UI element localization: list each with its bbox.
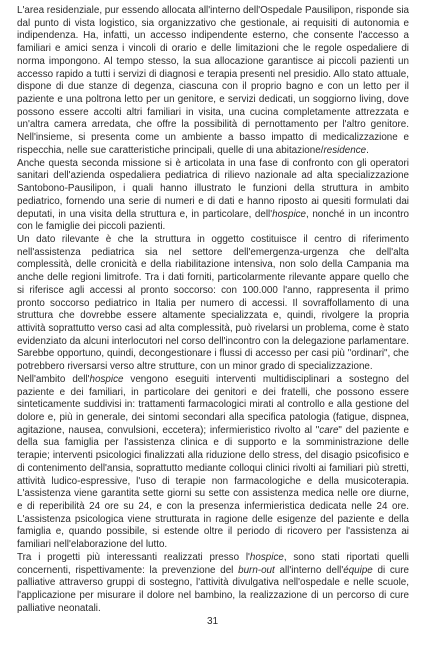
italic-term: burn-out [238,564,275,576]
italic-term: hospice [249,551,284,563]
italic-term: hospice [89,373,124,385]
paragraph-key-data: Un dato rilevante è che la struttura in oggetto costituisce il centro di riferimento nell'assistenza pediatrica sia nel settore dell'emergenza-urgenza che dell'alta complessità, delle cronicità e della riabilitazione intensiva, non solo della Campania ma anche delle regioni limitrofe. Tra i dati forniti, particolarmente rilevante appare quello che si riferisce agli accessi al pronto soccorso: con 100.000 l'anno, rappresenta il primo pronto soccorso pediatrico in Italia per numero di accessi. Il sovraffollamento di una struttura che dovrebbe essere altamente specializzata e, quindi, rivolgere la propria attività soprattutto verso casi ad alta complessità, può rivelarsi un problema, come è stato evidenziato da alcuni interlocutori nel corso dell'incontro con la delegazione parlamentare. Sarebbe opportuno, quindi, decongestionare i flussi di accesso per casi più "ordinari", che potrebbero riversarsi verso altre strutture, con un minor grado di specializzazione. [17,233,409,373]
document-body [17,5,409,616]
paragraph-hospice-projects: Tra i progetti più interessanti realizzati presso l'hospice, sono stati riportati quelli concernenti, rispettivamente: la prevenzione del burn-out all'interno dell'équipe di cure palliative attraverso gruppi di sostegno, l'attività divulgativa nell'ospedale e nelle scuole, l'applicazione per misurare il dolore nel bambino, la realizzazione di un percorso di cure palliative neonatali. [17,551,410,614]
paragraph-hospice-interventions: Nell'ambito dell'hospice vengono eseguiti interventi multidisciplinari a sostegno del paziente e dei familiari, in particolare dei genitori e dei fratelli, che possono essere sinteticamente suddivisi in: trattamenti farmacologici mirati al controllo e alla gestione del dolore e, più in generale, dei sintomi secondari alla specifica patologia (fatigue, dispnea, agitazione, nausea, convulsioni, eccetera); infermieristico rivolto al "care" del paziente e della sua famiglia per l'assistenza clinica e di supporto e la somministrazione delle terapie; interventi psicologici finalizzati alla riduzione dello stress, del disagio psicofisico e di contenimento dell'ansia, soprattutto mediante colloqui clinici rivolti ai familiari più stretti, attività ludico-espressive, l'uso di terapie non farmacologiche e della musicoterapia. L'assistenza viene garantita sette giorni su sette con assistenza medica nelle ore diurne, e di reperibilità 24 ore su 24, e con la presenza infermieristica dedicata nelle 24 ore. L'assistenza psicologica viene strutturata in ragione delle esigenze del paziente e della famiglia e, quando possibile, si estende oltre il periodo di ricovero per l'assistenza ai familiari nell'elaborazione del lutto. [17,373,410,551]
paragraph-residential-area: L'area residenziale, pur essendo allocata all'interno dell'Ospedale Pausilipon, risponde sia dal punto di vista logistico, sia organizzativo che gestionale, ai requisiti di autonomia e indipendenza. Ha, infatti, un accesso indipendente esterno, che consente l'accesso a familiari e amici senza i vincoli di orario e delle limitazioni che le regole ospedaliere di norma impongono. Al tempo stesso, la sua allocazione garantisce ai piccoli pazienti un accesso rapido a tutti i servizi di diagnosi e terapia presenti nel presidio. Allo stato attuale, dispone di due stanze di degenza, ciascuna con il proprio bagno e con un letto per il paziente e una poltrona letto per un genitore, e servizi dedicati, un soggiorno living, dove possono essere accolti altri familiari in visita, una cucina completamente attrezzata e un'altra camera arredata, che offre la possibilità di pernottamento per l'altro genitore. Nell'insieme, si presenta come un ambiente a basso impatto di medicalizzazione e rispecchia, nelle sue caratteristiche principali, quelle di una abitazione/residence. [17,5,409,156]
italic-term: care [319,424,339,436]
italic-term: équipe [343,564,373,576]
italic-term: residence [323,144,367,156]
page-number: 31 [206,616,219,627]
paragraph-second-mission: Anche questa seconda missione si è articolata in una fase di confronto con gli operatori sanitari dell'azienda ospedaliera pediatrica di rilievo nazionale ad alta specializzazione Santobono-Pausilipon, i quali hanno illustrato le funzioni della struttura in ambito pediatrico, fornendo una serie di numeri e di dati e hanno riposto ai quesiti formulati dai deputati, in una visita della struttura e, in particolare, dell'hospice, nonché in un incontro con le famiglie dei piccoli pazienti. [17,157,409,233]
italic-term: hospice [272,208,307,220]
